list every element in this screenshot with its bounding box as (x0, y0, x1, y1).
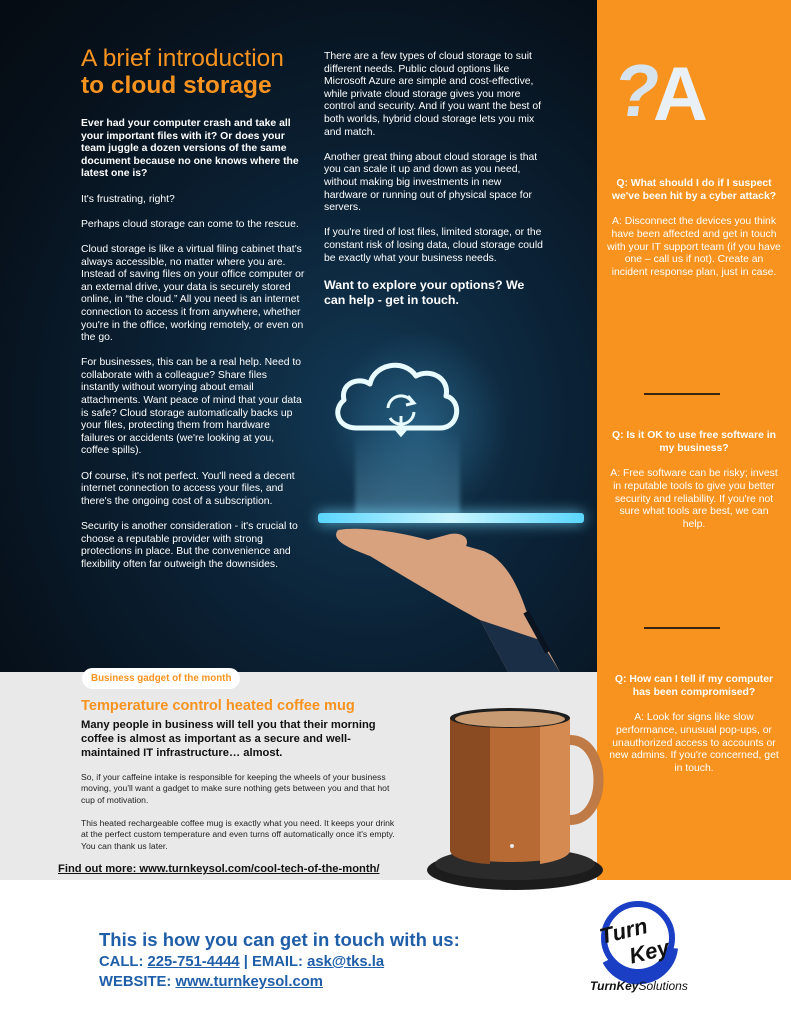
article-paragraph: Of course, it's not perfect. You'll need a decent internet connection to access your files, and there's the ongoing cost of a subscription. (81, 470, 295, 507)
faq-question: Q: How can I tell if my computer has been compromised? (614, 674, 774, 698)
faq-question: Q: What should I do if I suspect we've been hit by a cyber attack? (611, 178, 777, 202)
website-link[interactable]: www.turnkeysol.com (175, 974, 323, 990)
article-paragraph: There are a few types of cloud storage to suit different needs. Public cloud options like Microsoft Azure are simple and cost-effective, while private cloud storage gives you more control and security. And if you want the best of both worlds, hybrid cloud storage lets you mix and match. (324, 51, 541, 138)
faq-divider (644, 393, 720, 395)
gadget-title: Temperature control heated coffee mug (81, 698, 355, 714)
faq-item (607, 430, 781, 532)
email-link[interactable]: ask@tks.la (307, 954, 385, 970)
find-out-more-link[interactable]: Find out more: www.turnkeysol.com/cool-tech-of-the-month/ (58, 863, 380, 875)
article-paragraph: Another great thing about cloud storage is that you can scale it up and down as you need, without making big investments in new hardware or running out of physical space for servers. (324, 151, 538, 214)
call-label: CALL: (99, 954, 148, 970)
article-title (81, 45, 326, 99)
svg-text:?: ? (609, 49, 667, 132)
faq-answer: A: Free software can be risky; invest in reputable tools to give you better security and reliability. If you're not sure what tools are best, we can help. (610, 468, 778, 530)
logo-tagline (590, 979, 688, 993)
logo-tagline-rest: Solutions (638, 979, 688, 993)
call-to-action: Want to explore your options? We can help - get in touch. (324, 277, 525, 307)
sync-arrows-icon (376, 378, 426, 438)
faq-answer: A: Disconnect the devices you think have been affected and get in touch with your IT support team (if you have one – call us if not). Create an incident response plan, just in case. (607, 216, 781, 278)
turnkey-logo (586, 898, 696, 994)
faq-item (607, 674, 781, 776)
question-answer-graphic (609, 48, 731, 137)
faq-answer: A: Look for signs like slow performance, unusual pop-ups, or unauthorized access to accounts or new admins. If you're concerned, get in touch. (609, 712, 779, 774)
logo-word-turn: Turn (596, 913, 650, 950)
contact-heading: This is how you can get in touch with us: (99, 929, 460, 950)
email-label: EMAIL: (252, 954, 308, 970)
article-paragraph: Security is another consideration - it's crucial to choose a reputable provider with strong protections in place. But the convenience and flexibility often far outweigh the downsides. (81, 521, 298, 570)
article-column-1 (81, 118, 305, 584)
svg-text:A: A (653, 52, 708, 137)
phone-link[interactable]: 225-751-4444 (147, 954, 240, 970)
website-label: WEBSITE: (99, 974, 176, 990)
hero-section (0, 0, 597, 672)
article-lead: Ever had your computer crash and take all your important files with it? Or does your team juggle a dozen versions of the same document because no one knows where the latest one is? (81, 118, 299, 180)
faq-question: Q: Is it OK to use free software in my business? (612, 430, 776, 454)
title-line-1: A brief introduction (81, 45, 284, 72)
article-paragraph: If you're tired of lost files, limited storage, or the constant risk of losing data, cloud storage could be exactly what your business needs. (324, 227, 543, 264)
gadget-paragraph: So, if your caffeine intake is responsible for keeping the wheels of your business moving, you'll want a gadget to make sure nothing gets between you and that hot cup of motivation. (81, 772, 390, 805)
title-line-2: to cloud storage (81, 72, 272, 99)
logo-tagline-bold: TurnKey (590, 979, 639, 993)
gadget-badge: Business gadget of the month (82, 668, 240, 689)
coffee-mug-image (420, 700, 610, 895)
contact-block (99, 928, 460, 992)
article-paragraph: It's frustrating, right? (81, 193, 175, 205)
light-beam (355, 430, 460, 515)
hand-icon (330, 520, 560, 672)
website-row (99, 972, 460, 992)
gadget-paragraph: This heated rechargeable coffee mug is exactly what you need. It keeps your drink at the perfect custom temperature and even turns off automatically once it's empty. You can thank us later. (81, 818, 395, 851)
gadget-lead: Many people in business will tell you that their morning coffee is almost as important as a secure and well-maintained IT infrastructure… almost. (81, 719, 376, 759)
article-paragraph: Cloud storage is like a virtual filing cabinet that's always accessible, no matter where you are. Instead of saving files on your office computer or an external drive, your data is securely stored online, in “the cloud.” All you need is an internet connection to access it from anywhere, whether you're in the office, working remotely, or even on the go. (81, 243, 305, 344)
article-paragraph: Perhaps cloud storage can come to the rescue. (81, 218, 299, 230)
faq-divider (644, 627, 720, 629)
logo-word-key: Key (626, 934, 672, 969)
contact-separator: | (239, 954, 253, 970)
article-paragraph: For businesses, this can be a real help. Need to collaborate with a colleague? Share files instantly without worrying about email attachments. Want peace of mind that your data is safe? Cloud storage automatically backs up your files, protecting them from hardware failures or accidents (we're looking at you, coffee spills). (81, 357, 302, 457)
faq-item (607, 178, 781, 280)
contact-row (99, 952, 460, 972)
article-column-2 (324, 51, 546, 320)
